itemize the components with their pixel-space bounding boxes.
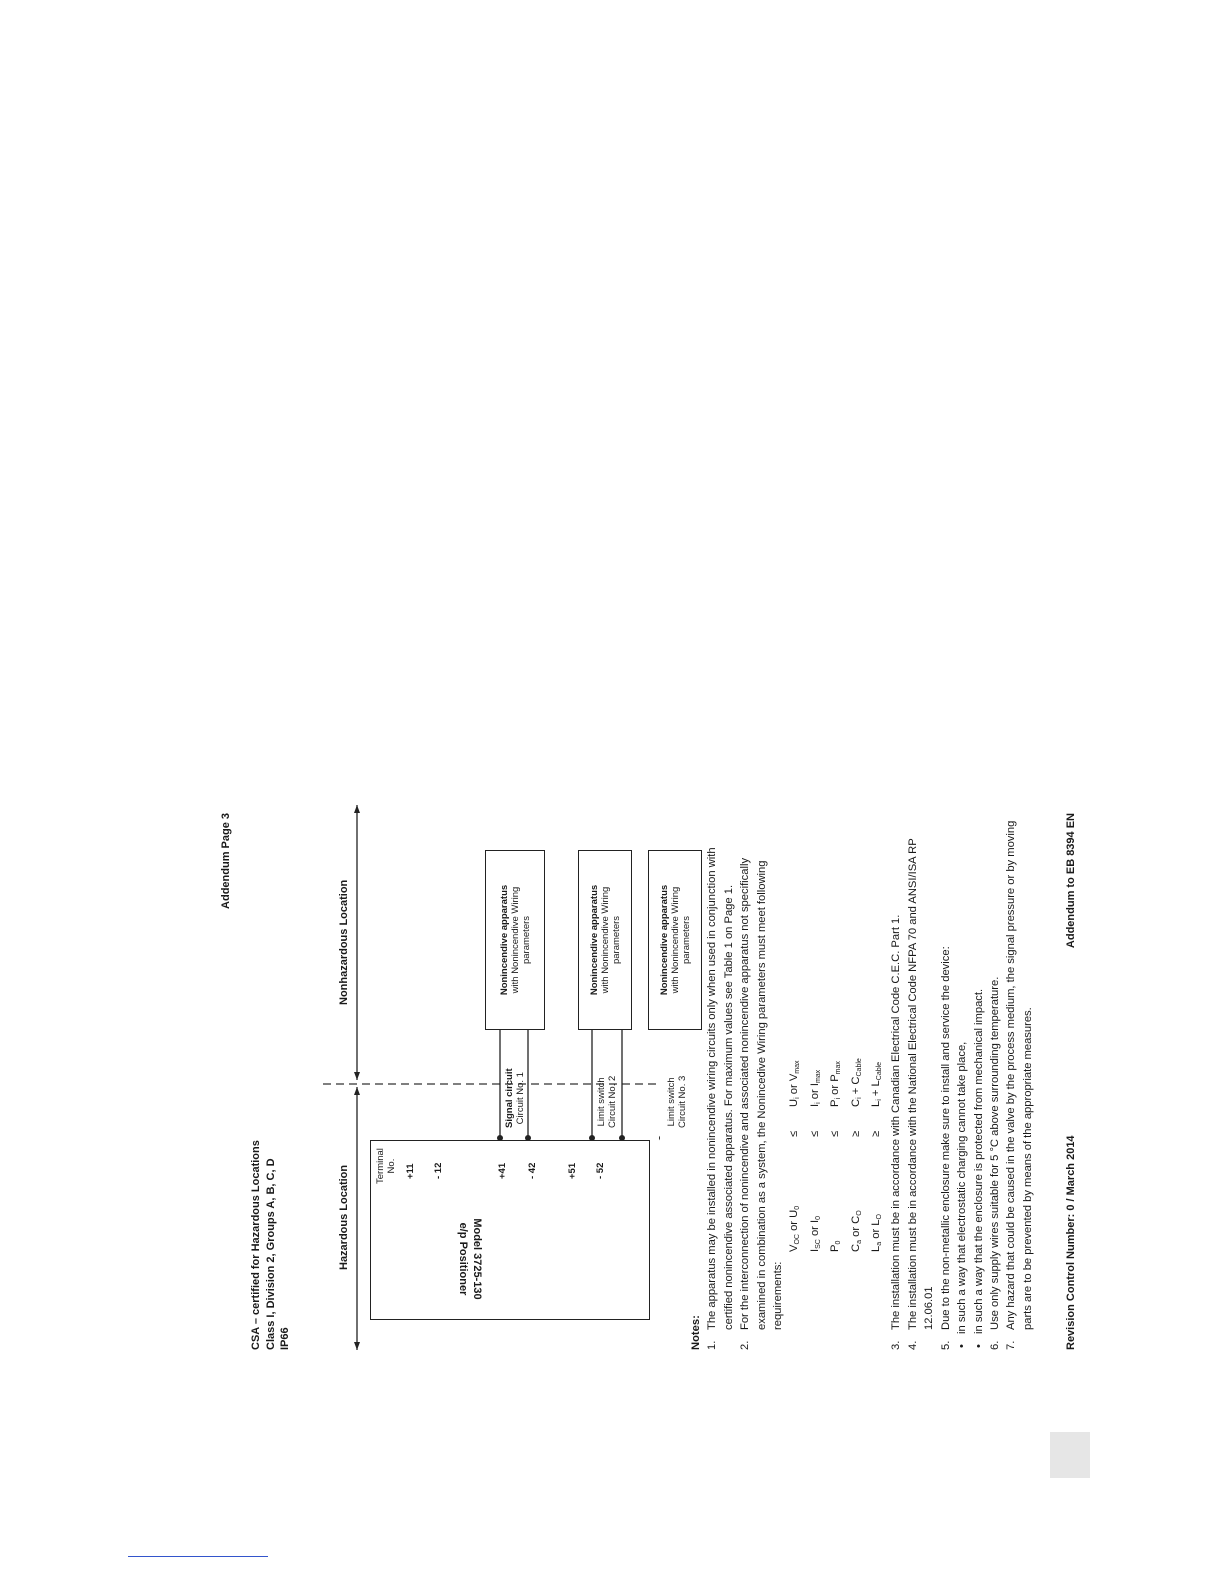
arrow-left-icon [354,1342,360,1350]
terminal-51: +51 [567,1162,578,1179]
arrow-left-icon [354,1072,360,1080]
cert-title: CSA – certified for Hazardous Locations [250,1140,262,1350]
note-6: 6. Use only supply wires suitable for 5 °C above surrounding temperature. [988,976,1001,1350]
circuit-label-3: Limit switch Circuit No. 3 [666,1075,688,1128]
cert-ip: IP66 [279,1327,291,1350]
terminal-42: - 42 [527,1162,538,1179]
circuit-label-1: Signal circuit Circuit No. 1 [504,1068,526,1128]
terminal-41: +41 [497,1162,508,1179]
nonhazardous-location-label: Nonhazardous Location [338,879,350,1005]
cert-class: Class I, Division 2, Groups A, B, C, D [265,1158,277,1350]
page-label: Addendum Page 3 [220,813,232,909]
apparatus-box-2: Nonincendive apparatus with Nonincendive Wiring parameters [578,850,632,1030]
terminal-52: - 52 [595,1162,606,1179]
page-number-box [1050,1432,1090,1478]
note-7: 7. Any hazard that could be caused in the valve by the process medium, the signal pressure or by moving parts are to be prevented by means of the appropriate measures. [1005,820,1034,1350]
note-5-bullet-2: • in such a way that the enclosure is protected from mechanical impact. [972,988,985,1348]
rotated-document-page [220,805,1090,1350]
device-model: Model 3725-130 [471,1218,483,1300]
addendum-footer: Addendum to EB 8394 EN [1065,813,1077,949]
circuit-label-2: Limit switch Circuit No. 2 [596,1075,618,1128]
revision-footer: Revision Control Number: 0 / March 2014 [1065,1135,1077,1350]
footer-link-underline[interactable] [128,1556,268,1557]
positioner-box [370,1140,650,1320]
hazardous-location-label: Hazardous Location [338,1164,350,1270]
terminal-header: Terminal No. [375,1148,397,1184]
note-2: 2. For the interconnection of nonincendive and associated nonincendive apparatus not specifically examined in combination as a system, the Nonincedive Wiring parameters must meet following requirements: [739,857,785,1350]
note-3: 3. The installation must be in accordance with Canadian Electrical Code C.E.C. Part 1. [890,914,903,1350]
note-5-bullet-1: • in such a way that electrostatic charging cannot take place, [956,1041,969,1348]
notes-heading: Notes: [690,1315,702,1350]
terminal-11: +11 [405,1163,416,1179]
apparatus-box-3: Nonincendive apparatus with Nonincendive Wiring parameters [648,850,702,1030]
terminal-12: - 12 [433,1162,444,1179]
positioner-label [456,1199,484,1319]
note-1: 1. The apparatus may be installed in nonincendive wiring circuits only when used in conjunction with certified nonincendive associated apparatus. For maximum values see Table 1 on Page 1. [706,847,735,1350]
requirements-table: $V_{OC}$ or $U_0$ ≤ $U_i$ or $V_{max}$ $I_{SC}$ or $I_0$ ≤ $I_i$ or $I_{max}$ $P_0$ ≤ $P_i$ or $P_{max}$ $C_a$ or $C_O$ ≥ $C_i + C_{Cable}$ $L_a$ or $L_O$ ≥ $L_i + L_{Cable}$ [788,1058,884,1252]
note-5: 5. Due to the non-metallic enclosure make sure to install and service the device: [939,946,952,1350]
device-name: e/p Positioner [457,1222,469,1296]
apparatus-box-1: Nonincendive apparatus with Nonincendive Wiring parameters [485,850,545,1030]
arrow-right-icon [354,805,360,813]
arrow-right-icon [354,1087,360,1095]
note-4: 4. The installation must be in accordance with the National Electrical Code NFPA 70 and ANSI/ISA RP 12.06.01 [906,838,936,1350]
notes-section [688,810,1036,1350]
